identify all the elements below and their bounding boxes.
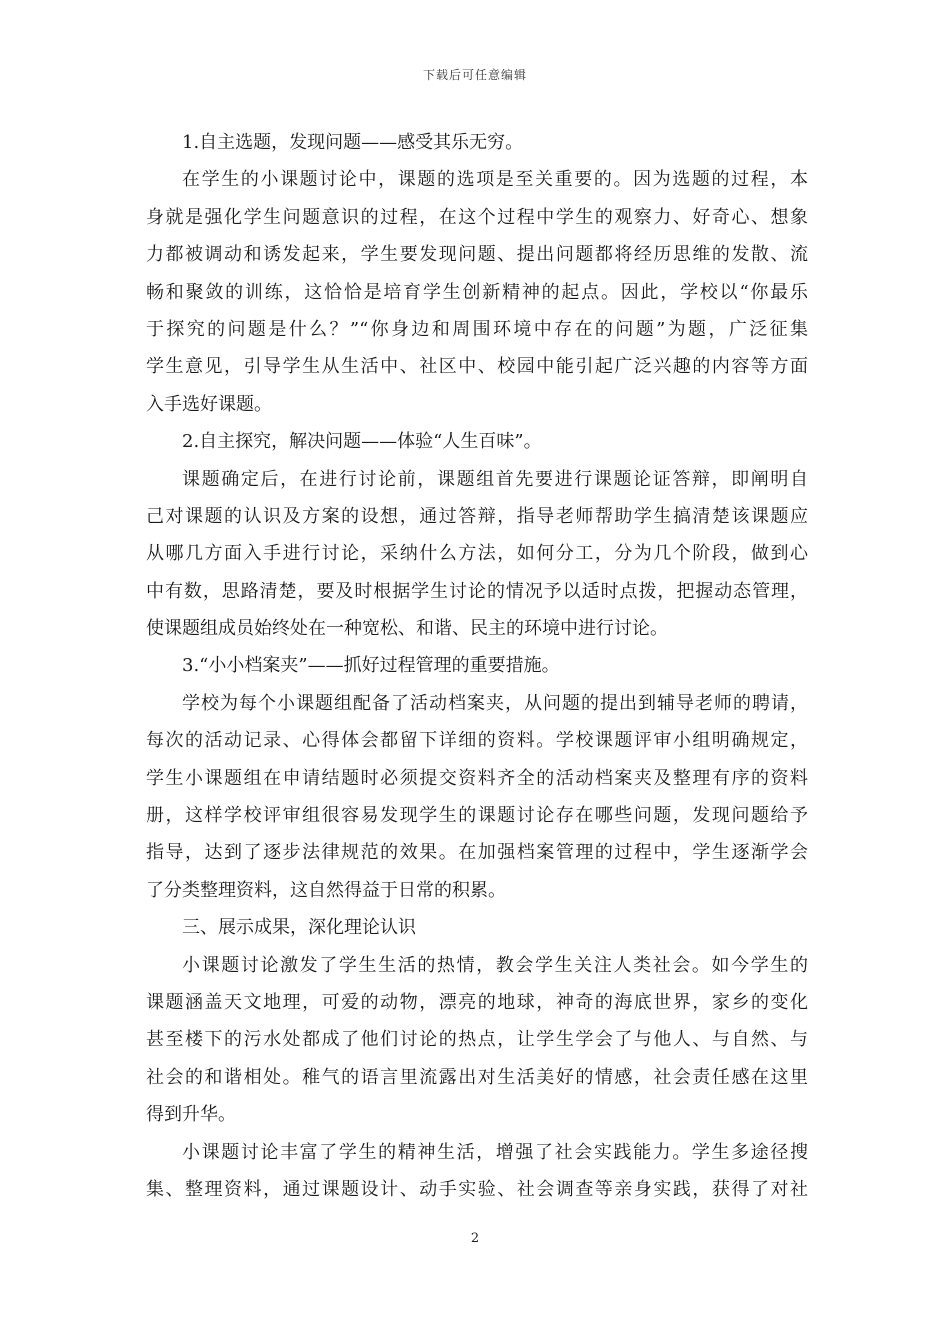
- text-line: 1.自主选题，发现问题——感受其乐无穷。: [182, 132, 524, 153]
- text-line: 社会的和谐相处。稚气的语言里流露出对生活美好的情感，社会责任感在这里: [146, 1066, 808, 1088]
- text-line: 了分类整理资料，这自然得益于日常的积累。: [146, 879, 506, 901]
- page-header: 下载后可任意编辑: [422, 68, 527, 82]
- text-line: 学校为每个小课题组配备了活动档案夹，从问题的提出到辅导老师的聘请，: [182, 692, 808, 714]
- text-line: 于探究的问题是什么？”“你身边和周围环境中存在的问题”为题，广泛征集: [146, 318, 808, 340]
- text-line: 每次的活动记录、心得体会都留下详细的资料。学校课题评审小组明确规定，: [146, 730, 808, 752]
- text-line: 2.自主探究，解决问题——体验“人生百味”。: [182, 431, 542, 453]
- text-line: 得到升华。: [146, 1104, 236, 1126]
- text-line: 使课题组成员始终处在一种宽松、和谐、民主的环境中进行讨论。: [146, 618, 668, 640]
- text-line: 从哪几方面入手进行讨论，采纳什么方法，如何分工，分为几个阶段，做到心: [146, 543, 808, 565]
- text-line: 课题涵盖天文地理，可爱的动物，漂亮的地球，神奇的海底世界，家乡的变化: [146, 991, 808, 1013]
- text-line: 己对课题的认识及方案的设想，通过答辩，指导老师帮助学生搞清楚该课题应: [146, 505, 808, 527]
- text-line: 指导，达到了逐步法律规范的效果。在加强档案管理的过程中，学生逐渐学会: [146, 842, 808, 864]
- text-line: 3.“小小档案夹”——抓好过程管理的重要措施。: [182, 655, 560, 677]
- text-line: 力都被调动和诱发起来，学生要发现问题、提出问题都将经历思维的发散、流: [146, 244, 808, 266]
- document-body: [146, 124, 808, 1208]
- text-line: 小课题讨论激发了学生生活的热情，教会学生关注人类社会。如今学生的: [182, 954, 808, 976]
- text-line: 在学生的小课题讨论中，课题的选项是至关重要的。因为选题的过程，本: [182, 169, 808, 191]
- text-line: 甚至楼下的污水处都成了他们讨论的热点，让学生学会了与他人、与自然、与: [146, 1029, 808, 1051]
- text-line: 身就是强化学生问题意识的过程，在这个过程中学生的观察力、好奇心、想象: [146, 206, 808, 228]
- text-line: 中有数，思路清楚，要及时根据学生讨论的情况予以适时点拨，把握动态管理，: [146, 580, 808, 602]
- text-line: 课题确定后，在进行讨论前，课题组首先要进行课题论证答辩，即阐明自: [182, 468, 808, 490]
- text-line: 小课题讨论丰富了学生的精神生活，增强了社会实践能力。学生多途径搜: [182, 1141, 808, 1163]
- text-line: 畅和聚敛的训练，这恰恰是培育学生创新精神的起点。因此，学校以“你最乐: [146, 281, 808, 303]
- text-line: 集、整理资料，通过课题设计、动手实验、社会调查等亲身实践，获得了对社: [146, 1178, 808, 1200]
- page-number: 2: [470, 1231, 480, 1246]
- text-line: 入手选好课题。: [146, 393, 272, 415]
- text-line: 三、展示成果，深化理论认识: [182, 917, 416, 939]
- text-line: 学生小课题组在申请结题时必须提交资料齐全的活动档案夹及整理有序的资料: [146, 767, 808, 789]
- text-line: 学生意见，引导学生从生活中、社区中、校园中能引起广泛兴趣的内容等方面: [146, 356, 808, 378]
- text-line: 册，这样学校评审组很容易发现学生的课题讨论存在哪些问题，发现问题给予: [146, 805, 808, 827]
